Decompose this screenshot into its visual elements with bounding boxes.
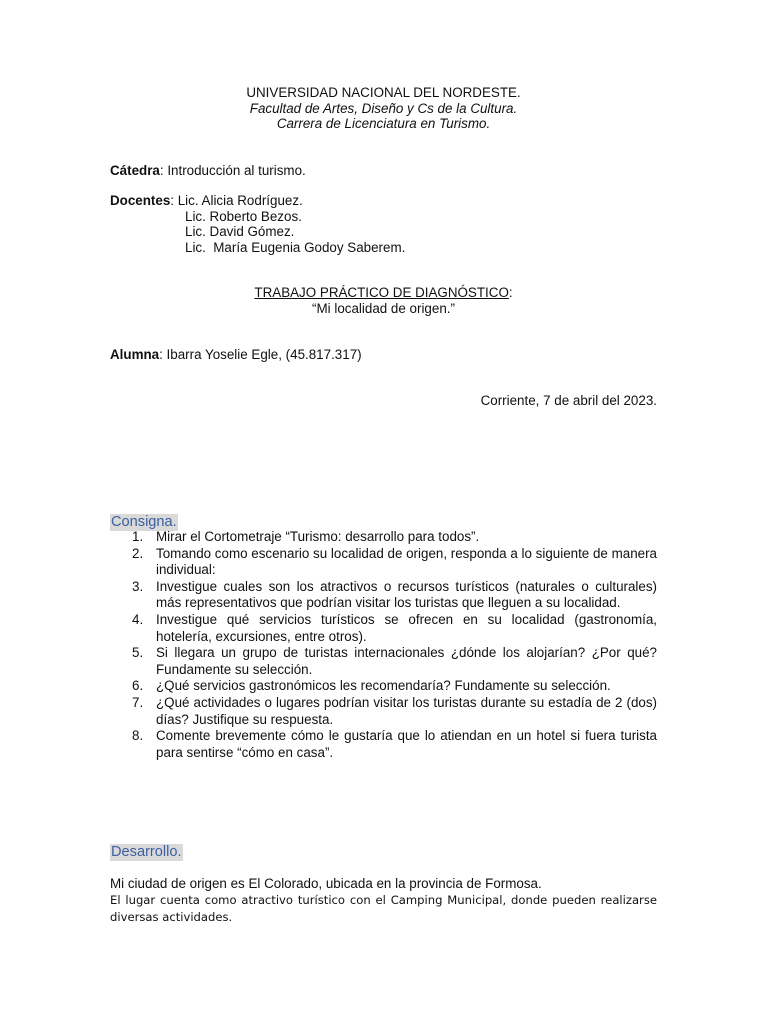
list-item: 8. Comente brevemente cómo le gustaría que lo atiendan en un hotel si fuera turista para sentirse “cómo en casa”. xyxy=(132,728,657,760)
trabajo-title-suffix: : xyxy=(508,285,513,300)
header-block xyxy=(110,85,657,132)
consigna-heading: Consigna. xyxy=(111,514,177,530)
docente-4: Lic. María Eugenia Godoy Saberem. xyxy=(185,239,406,255)
date-line: Corriente, 7 de abril del 2023. xyxy=(480,393,657,408)
list-item: 5. Si llegara un grupo de turistas internacionales ¿dónde los alojarían? ¿Por qué? Fundamente su selección. xyxy=(132,645,657,677)
list-item: 1. Mirar el Cortometraje “Turismo: desarrollo para todos”. xyxy=(132,529,480,544)
catedra-line xyxy=(110,163,306,178)
desarrollo-heading: Desarrollo. xyxy=(111,844,182,860)
list-item: 7. ¿Qué actividades o lugares podrían visitar los turistas durante su estadía de 2 (dos) días? Justifique su respuesta. xyxy=(132,694,657,727)
desarrollo-paragraph-2: El lugar cuenta como atractivo turístico con el Camping Municipal, donde pueden realizarse diversas actividades. xyxy=(110,893,657,924)
docente-2: Lic. Roberto Bezos. xyxy=(185,209,302,224)
desarrollo-paragraph-1: Mi ciudad de origen es El Colorado, ubicada en la provincia de Formosa. xyxy=(110,876,542,891)
faculty-name: Facultad de Artes, Diseño y Cs de la Cultura. xyxy=(249,100,518,116)
alumna-label: Alumna xyxy=(110,347,160,362)
consigna-list xyxy=(110,529,657,761)
trabajo-title-line xyxy=(110,285,657,301)
alumna-line xyxy=(110,347,362,362)
career-name: Carrera de Licenciatura en Turismo. xyxy=(276,116,491,131)
docente-3: Lic. David Gómez. xyxy=(185,224,295,240)
docentes-label: Docentes xyxy=(110,193,171,208)
catedra-label: Cátedra xyxy=(110,163,160,178)
alumna-value: : Ibarra Yoselie Egle, (45.817.317) xyxy=(159,347,362,362)
list-item: 3. Investigue cuales son los atractivos o recursos turísticos (naturales o culturales) más representativos que podrían visitar los turistas que lleguen a su localidad. xyxy=(132,578,657,611)
list-item: 6. ¿Qué servicios gastronómicos les recomendaría? Fundamente su selección. xyxy=(132,678,611,694)
trabajo-block xyxy=(110,285,657,316)
trabajo-subtitle: “Mi localidad de origen.” xyxy=(312,300,455,316)
trabajo-title: TRABAJO PRÁCTICO DE DIAGNÓSTICO xyxy=(254,285,509,300)
list-item: 4. Investigue qué servicios turísticos se ofrecen en su localidad (gastronomía, hotelería, excursiones, entre otros). xyxy=(132,611,657,644)
docente-1: : Lic. Alicia Rodríguez. xyxy=(170,193,303,208)
docentes-list xyxy=(185,209,405,255)
catedra-value: : Introducción al turismo. xyxy=(159,163,306,178)
list-item: 2. Tomando como escenario su localidad de origen, responda a lo siguiente de manera individual: xyxy=(132,545,657,578)
docentes-line xyxy=(110,193,303,208)
university-name: UNIVERSIDAD NACIONAL DEL NORDESTE. xyxy=(246,85,521,100)
